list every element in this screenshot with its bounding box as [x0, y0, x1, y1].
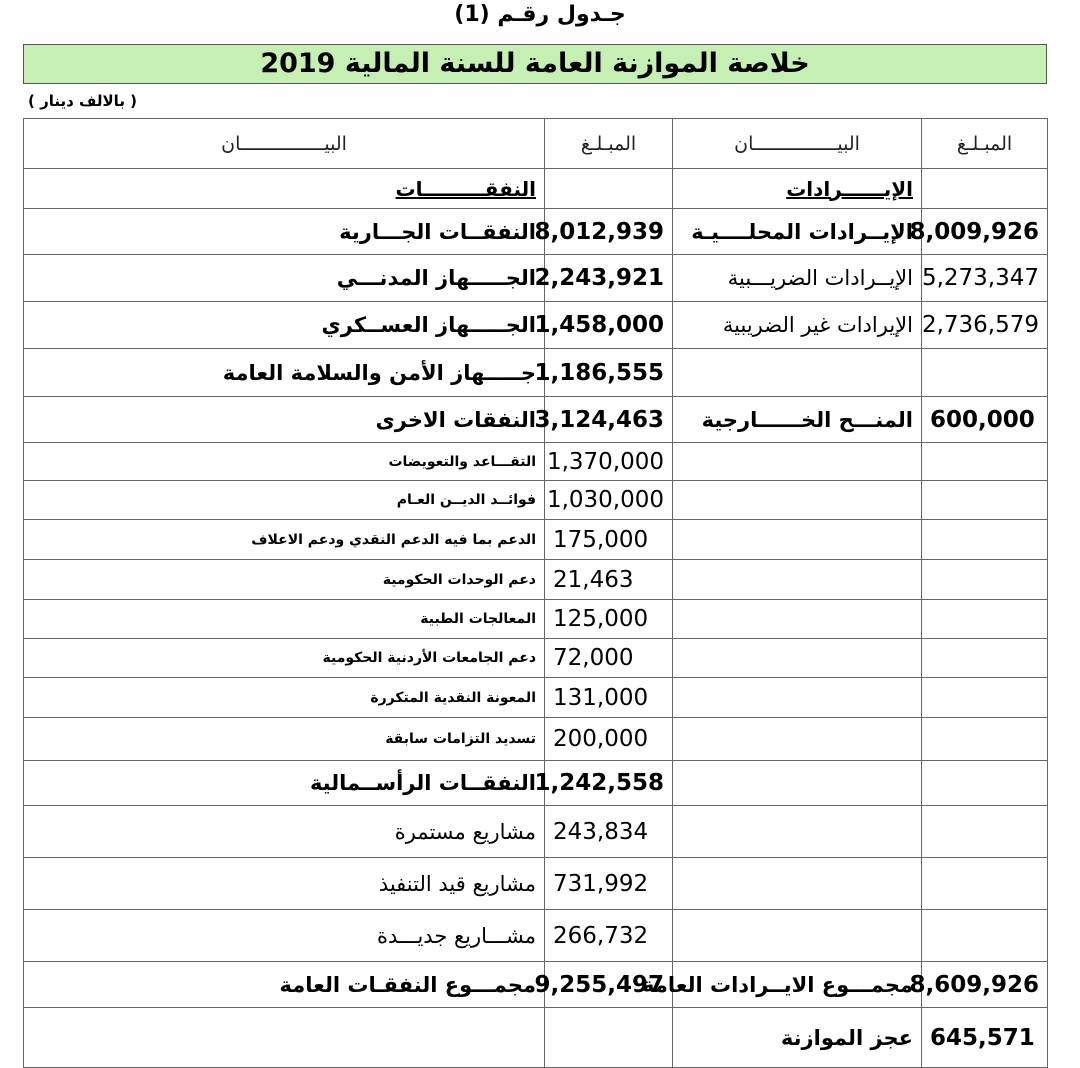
unit-note: ( بالالف دينار ) [28, 92, 138, 110]
table-row [24, 560, 1048, 600]
expenditure-label: دعم الوحدات الحكومية [24, 560, 545, 600]
expenditure-label: فوائــد الديــن العـام [24, 481, 545, 520]
expenditure-label: التقـــاعد والتعويضات [24, 443, 545, 481]
revenue-total-amount: 8,609,926 [922, 962, 1048, 1008]
expenditure-total-amount: 9,255,497 [545, 962, 673, 1008]
expenditure-label: المعونة النقدية المتكررة [24, 678, 545, 718]
expenditure-amount: 1,186,555 [545, 349, 673, 397]
expenditure-amount: 200,000 [545, 718, 673, 761]
table-row [24, 639, 1048, 678]
table-caption: جـدول رقـم (1) [454, 2, 626, 27]
table-row [24, 761, 1048, 806]
expenditure-label: مشـــاريع جديـــدة [24, 910, 545, 962]
expenditure-amount: 2,243,921 [545, 255, 673, 302]
table-row [24, 806, 1048, 858]
revenue-amount: 5,273,347 [922, 255, 1048, 302]
expenditure-amount: 266,732 [545, 910, 673, 962]
expenditure-total-label: مجمـــوع النفقـات العامة [24, 962, 545, 1008]
expenditure-label: جـــــهاز الأمن والسلامة العامة [24, 349, 545, 397]
expenditure-label: المعالجات الطبية [24, 600, 545, 639]
table-row [24, 349, 1048, 397]
table-row [24, 858, 1048, 910]
expenditure-amount: 1,242,558 [545, 761, 673, 806]
revenue-amount: 600,000 [922, 397, 1048, 443]
expenditure-amount: 131,000 [545, 678, 673, 718]
revenue-section-title: الإيــــــرادات [786, 176, 913, 201]
expenditure-label: تسديد التزامات سابقة [24, 718, 545, 761]
expenditure-label: مشاريع قيد التنفيذ [24, 858, 545, 910]
expenditure-amount: 125,000 [545, 600, 673, 639]
budget-table [23, 118, 1048, 1068]
revenue-amount: 8,009,926 [922, 209, 1048, 255]
deficit-label: عجز الموازنة [673, 1008, 922, 1068]
expenditure-label: الدعم بما فيه الدعم النقدي ودعم الاعلاف [24, 520, 545, 560]
expenditure-amount-header: المبـلـغ [545, 119, 673, 169]
table-row [24, 209, 1048, 255]
expenditure-amount: 175,000 [545, 520, 673, 560]
revenue-label: الإيــرادات المحلــــيـة [673, 209, 922, 255]
table-row [24, 255, 1048, 302]
expenditure-amount: 1,030,000 [545, 481, 673, 520]
expenditure-amount: 731,992 [545, 858, 673, 910]
expenditure-label: الجـــــهاز العســكري [24, 302, 545, 349]
expenditure-label: مشاريع مستمرة [24, 806, 545, 858]
table-row [24, 520, 1048, 560]
table-row [24, 443, 1048, 481]
expenditure-amount: 1,458,000 [545, 302, 673, 349]
table-row [24, 910, 1048, 962]
page-title: خلاصة الموازنة العامة للسنة المالية 2019 [23, 44, 1047, 84]
expenditure-label: النفقات الاخرى [24, 397, 545, 443]
section-row [24, 169, 1048, 209]
totals-row [24, 962, 1048, 1008]
expenditure-amount: 3,124,463 [545, 397, 673, 443]
expenditure-label: النفقــات الجـــارية [24, 209, 545, 255]
expenditure-amount: 243,834 [545, 806, 673, 858]
revenue-amount: 2,736,579 [922, 302, 1048, 349]
expenditure-label: الجـــــهاز المدنـــي [24, 255, 545, 302]
revenue-statement-header: البيـــــــــــــــان [673, 119, 922, 169]
expenditure-label: دعم الجامعات الأردنية الحكومية [24, 639, 545, 678]
revenue-label: الإيــرادات الضريـــبية [673, 255, 922, 302]
expenditure-label: النفقــات الرأســمالية [24, 761, 545, 806]
revenue-label: الإيرادات غير الضريبية [673, 302, 922, 349]
revenue-total-label: مجمـــوع الايــرادات العامة [673, 962, 922, 1008]
table-row [24, 678, 1048, 718]
revenue-amount-header: المبـلـغ [922, 119, 1048, 169]
table-row [24, 397, 1048, 443]
table-row [24, 481, 1048, 520]
expenditure-amount: 72,000 [545, 639, 673, 678]
expenditure-amount: 21,463 [545, 560, 673, 600]
table-row [24, 600, 1048, 639]
expenditure-amount: 1,370,000 [545, 443, 673, 481]
table-row [24, 302, 1048, 349]
deficit-row [24, 1008, 1048, 1068]
table-row [24, 718, 1048, 761]
expenditure-amount: 8,012,939 [545, 209, 673, 255]
expenditure-section-title: النفقـــــــــات [395, 176, 536, 201]
deficit-amount: 645,571 [922, 1008, 1048, 1068]
revenue-label: المنـــح الخــــــارجية [673, 397, 922, 443]
expenditure-statement-header: البيـــــــــــــــان [24, 119, 545, 169]
header-row [24, 119, 1048, 169]
